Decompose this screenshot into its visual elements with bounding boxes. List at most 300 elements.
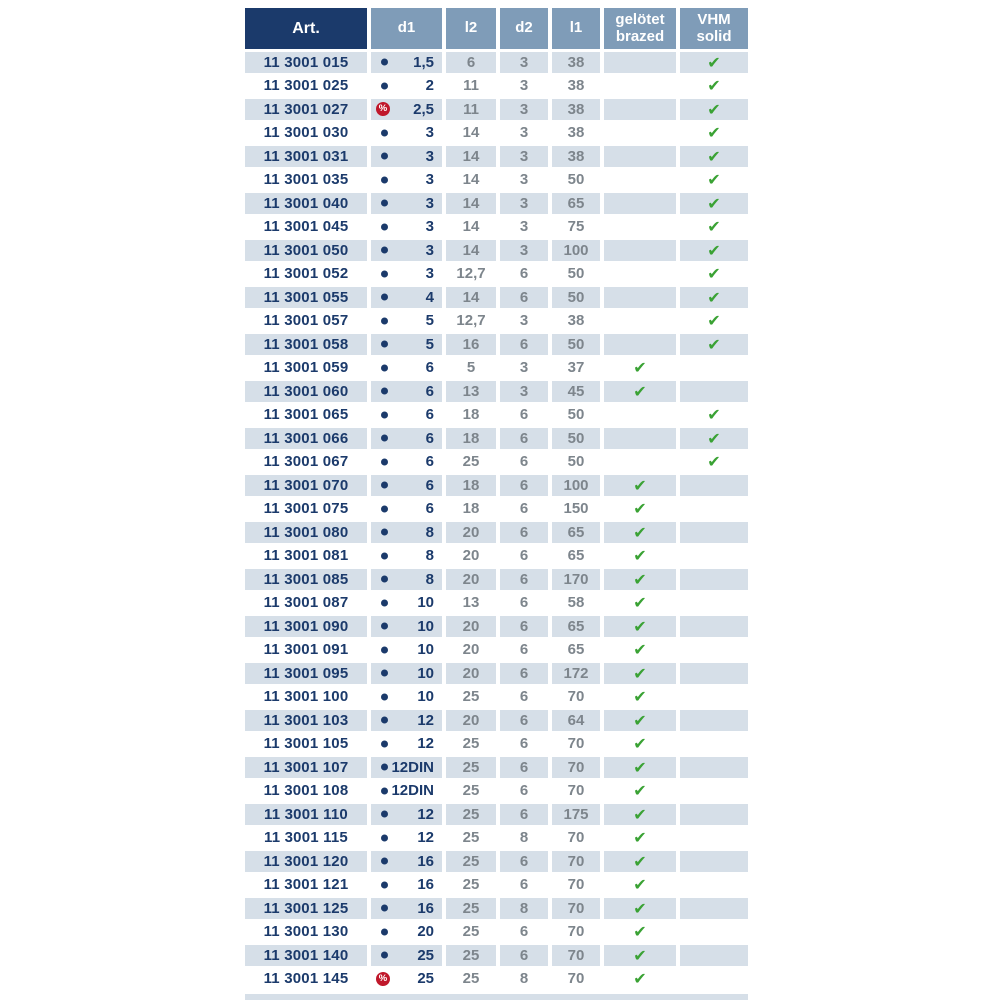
d1-value: 6 — [425, 500, 434, 518]
d2-cell: 6 — [500, 428, 548, 449]
d1-cell — [371, 710, 442, 731]
l1-cell: 65 — [552, 193, 600, 214]
dot-icon — [381, 599, 388, 606]
table-bottom-strip — [245, 994, 748, 1000]
article-number-cell: 11 3001 091 — [245, 640, 367, 661]
d1-value: 2 — [425, 77, 434, 95]
table-row — [245, 170, 748, 191]
d2-cell: 6 — [500, 546, 548, 567]
l1-cell: 70 — [552, 757, 600, 778]
d1-cell — [371, 875, 442, 896]
d1-cell — [371, 499, 442, 520]
dot-icon — [381, 153, 388, 160]
d1-cell — [371, 123, 442, 144]
dot-icon — [381, 928, 388, 935]
article-number-cell: 11 3001 035 — [245, 170, 367, 191]
d2-cell: 3 — [500, 358, 548, 379]
l2-cell: 25 — [446, 969, 496, 990]
col-header-l1: l1 — [552, 8, 600, 49]
d1-cell — [371, 170, 442, 191]
article-number-cell: 11 3001 060 — [245, 381, 367, 402]
d2-cell: 3 — [500, 217, 548, 238]
d2-cell: 6 — [500, 804, 548, 825]
d1-cell — [371, 334, 442, 355]
d1-value: 3 — [425, 171, 434, 189]
article-number-cell: 11 3001 140 — [245, 945, 367, 966]
table-row — [245, 828, 748, 849]
check-icon: ✔ — [680, 240, 748, 261]
table-row — [245, 358, 748, 379]
d2-cell: 6 — [500, 945, 548, 966]
d1-cell — [371, 193, 442, 214]
dot-icon — [381, 552, 388, 559]
d1-cell — [371, 640, 442, 661]
solid-cell — [680, 781, 748, 802]
d1-value: 3 — [425, 241, 434, 259]
solid-cell — [680, 898, 748, 919]
check-icon: ✔ — [604, 616, 676, 637]
d1-value: 4 — [425, 288, 434, 306]
d1-cell — [371, 381, 442, 402]
d1-value: 3 — [425, 147, 434, 165]
check-icon: ✔ — [680, 123, 748, 144]
solid-cell — [680, 922, 748, 943]
percent-icon: % — [376, 972, 390, 986]
l1-cell: 37 — [552, 358, 600, 379]
table-row — [245, 381, 748, 402]
l2-cell: 18 — [446, 428, 496, 449]
l2-cell: 5 — [446, 358, 496, 379]
d1-value: 6 — [425, 382, 434, 400]
l1-cell: 38 — [552, 146, 600, 167]
solid-cell — [680, 687, 748, 708]
l1-cell: 70 — [552, 781, 600, 802]
d1-value: 25 — [417, 946, 434, 964]
check-icon: ✔ — [680, 264, 748, 285]
percent-icon: % — [376, 102, 390, 116]
d1-value: 10 — [417, 688, 434, 706]
article-number-cell: 11 3001 081 — [245, 546, 367, 567]
dot-icon — [381, 270, 388, 277]
d2-cell: 6 — [500, 475, 548, 496]
article-number-cell: 11 3001 100 — [245, 687, 367, 708]
l2-cell: 25 — [446, 734, 496, 755]
brazed-cell — [604, 146, 676, 167]
l2-cell: 14 — [446, 146, 496, 167]
d1-value: 16 — [417, 899, 434, 917]
check-icon: ✔ — [680, 99, 748, 120]
d2-cell: 3 — [500, 381, 548, 402]
table-row — [245, 969, 748, 990]
l1-cell: 70 — [552, 898, 600, 919]
d1-value: 3 — [425, 265, 434, 283]
table-row — [245, 687, 748, 708]
check-icon: ✔ — [604, 898, 676, 919]
table-row — [245, 546, 748, 567]
dot-icon — [381, 693, 388, 700]
d1-cell — [371, 969, 442, 990]
d1-cell — [371, 146, 442, 167]
l2-cell: 25 — [446, 898, 496, 919]
l2-cell: 25 — [446, 875, 496, 896]
d1-value: 12DIN — [391, 782, 434, 800]
d1-cell — [371, 804, 442, 825]
l2-cell: 14 — [446, 170, 496, 191]
article-number-cell: 11 3001 105 — [245, 734, 367, 755]
check-icon: ✔ — [680, 76, 748, 97]
check-icon: ✔ — [680, 334, 748, 355]
solid-cell — [680, 875, 748, 896]
check-icon: ✔ — [604, 546, 676, 567]
l1-cell: 50 — [552, 264, 600, 285]
brazed-cell — [604, 193, 676, 214]
d1-cell — [371, 405, 442, 426]
article-number-cell: 11 3001 015 — [245, 52, 367, 73]
col-header-vhm-line2: solid — [696, 27, 732, 45]
l2-cell: 6 — [446, 52, 496, 73]
check-icon: ✔ — [680, 52, 748, 73]
table-row — [245, 616, 748, 637]
l1-cell: 175 — [552, 804, 600, 825]
solid-cell — [680, 757, 748, 778]
table-row — [245, 475, 748, 496]
l1-cell: 50 — [552, 452, 600, 473]
d1-value: 3 — [425, 194, 434, 212]
d1-cell — [371, 781, 442, 802]
table-row — [245, 781, 748, 802]
l2-cell: 25 — [446, 945, 496, 966]
solid-cell — [680, 710, 748, 731]
check-icon: ✔ — [604, 499, 676, 520]
check-icon: ✔ — [680, 217, 748, 238]
col-header-brazed — [604, 8, 676, 49]
d1-cell — [371, 569, 442, 590]
table-row — [245, 522, 748, 543]
d1-value: 6 — [425, 476, 434, 494]
l2-cell: 20 — [446, 546, 496, 567]
dot-icon — [381, 341, 388, 348]
article-number-cell: 11 3001 075 — [245, 499, 367, 520]
d1-cell — [371, 52, 442, 73]
article-number-cell: 11 3001 115 — [245, 828, 367, 849]
l2-cell: 25 — [446, 828, 496, 849]
l2-cell: 25 — [446, 687, 496, 708]
article-number-cell: 11 3001 052 — [245, 264, 367, 285]
solid-cell — [680, 381, 748, 402]
brazed-cell — [604, 311, 676, 332]
d1-cell — [371, 217, 442, 238]
d2-cell: 6 — [500, 522, 548, 543]
d1-cell — [371, 663, 442, 684]
article-number-cell: 11 3001 065 — [245, 405, 367, 426]
dot-icon — [381, 623, 388, 630]
l2-cell: 25 — [446, 851, 496, 872]
table-row — [245, 757, 748, 778]
d1-value: 5 — [425, 335, 434, 353]
col-header-d1: d1 — [371, 8, 442, 49]
table-row — [245, 240, 748, 261]
solid-cell — [680, 522, 748, 543]
check-icon: ✔ — [604, 640, 676, 661]
article-number-cell: 11 3001 080 — [245, 522, 367, 543]
d1-cell — [371, 898, 442, 919]
solid-cell — [680, 593, 748, 614]
dot-icon — [381, 764, 388, 771]
d1-cell — [371, 240, 442, 261]
brazed-cell — [604, 52, 676, 73]
col-header-d2: d2 — [500, 8, 548, 49]
article-number-cell: 11 3001 066 — [245, 428, 367, 449]
solid-cell — [680, 499, 748, 520]
dot-icon — [381, 82, 388, 89]
table-row — [245, 710, 748, 731]
d2-cell: 6 — [500, 710, 548, 731]
table-row — [245, 593, 748, 614]
l1-cell: 70 — [552, 945, 600, 966]
d2-cell: 3 — [500, 99, 548, 120]
check-icon: ✔ — [604, 687, 676, 708]
d1-cell — [371, 522, 442, 543]
l1-cell: 38 — [552, 311, 600, 332]
dot-icon — [381, 317, 388, 324]
l2-cell: 14 — [446, 193, 496, 214]
article-number-cell: 11 3001 025 — [245, 76, 367, 97]
check-icon: ✔ — [680, 146, 748, 167]
article-number-cell: 11 3001 030 — [245, 123, 367, 144]
d1-cell — [371, 358, 442, 379]
check-icon: ✔ — [604, 593, 676, 614]
table-row — [245, 287, 748, 308]
l1-cell: 50 — [552, 405, 600, 426]
d2-cell: 8 — [500, 969, 548, 990]
col-header-l2: l2 — [446, 8, 496, 49]
brazed-cell — [604, 217, 676, 238]
l2-cell: 18 — [446, 475, 496, 496]
col-header-vhm — [680, 8, 748, 49]
l1-cell: 100 — [552, 240, 600, 261]
dot-icon — [381, 834, 388, 841]
table-row — [245, 264, 748, 285]
dot-icon — [381, 247, 388, 254]
l2-cell: 18 — [446, 499, 496, 520]
dot-icon — [381, 646, 388, 653]
check-icon: ✔ — [604, 710, 676, 731]
d1-value: 1,5 — [413, 53, 434, 71]
brazed-cell — [604, 287, 676, 308]
table-row — [245, 193, 748, 214]
article-number-cell: 11 3001 121 — [245, 875, 367, 896]
dot-icon — [381, 200, 388, 207]
dot-icon — [381, 458, 388, 465]
table-row — [245, 569, 748, 590]
solid-cell — [680, 828, 748, 849]
dot-icon — [381, 576, 388, 583]
d1-value: 12DIN — [391, 758, 434, 776]
article-number-cell: 11 3001 095 — [245, 663, 367, 684]
d1-value: 10 — [417, 617, 434, 635]
d1-value: 8 — [425, 523, 434, 541]
article-number-cell: 11 3001 055 — [245, 287, 367, 308]
check-icon: ✔ — [604, 381, 676, 402]
d1-value: 3 — [425, 124, 434, 142]
table-row — [245, 851, 748, 872]
article-number-cell: 11 3001 108 — [245, 781, 367, 802]
d1-cell — [371, 76, 442, 97]
article-number-cell: 11 3001 103 — [245, 710, 367, 731]
l1-cell: 38 — [552, 99, 600, 120]
table-row — [245, 499, 748, 520]
d1-value: 3 — [425, 218, 434, 236]
solid-cell — [680, 945, 748, 966]
l2-cell: 14 — [446, 287, 496, 308]
dot-icon — [381, 881, 388, 888]
d2-cell: 8 — [500, 898, 548, 919]
d1-value: 6 — [425, 406, 434, 424]
article-number-cell: 11 3001 031 — [245, 146, 367, 167]
dot-icon — [381, 223, 388, 230]
d1-value: 8 — [425, 570, 434, 588]
dot-icon — [381, 787, 388, 794]
table-row — [245, 734, 748, 755]
d1-value: 10 — [417, 594, 434, 612]
l1-cell: 50 — [552, 170, 600, 191]
dot-icon — [381, 364, 388, 371]
d2-cell: 6 — [500, 734, 548, 755]
l2-cell: 13 — [446, 381, 496, 402]
d1-cell — [371, 452, 442, 473]
check-icon: ✔ — [604, 945, 676, 966]
table-row — [245, 663, 748, 684]
d2-cell: 6 — [500, 569, 548, 590]
d2-cell: 6 — [500, 452, 548, 473]
d2-cell: 6 — [500, 922, 548, 943]
d2-cell: 3 — [500, 76, 548, 97]
l1-cell: 65 — [552, 546, 600, 567]
d1-value: 25 — [417, 970, 434, 988]
article-number-cell: 11 3001 145 — [245, 969, 367, 990]
article-number-cell: 11 3001 120 — [245, 851, 367, 872]
check-icon: ✔ — [680, 452, 748, 473]
d2-cell: 6 — [500, 334, 548, 355]
d1-value: 12 — [417, 711, 434, 729]
dot-icon — [381, 905, 388, 912]
d2-cell: 6 — [500, 640, 548, 661]
check-icon: ✔ — [604, 522, 676, 543]
d1-cell — [371, 945, 442, 966]
l1-cell: 70 — [552, 851, 600, 872]
solid-cell — [680, 804, 748, 825]
d1-value: 12 — [417, 805, 434, 823]
dot-icon — [381, 388, 388, 395]
table-row — [245, 804, 748, 825]
article-number-cell: 11 3001 107 — [245, 757, 367, 778]
d1-value: 20 — [417, 923, 434, 941]
d1-cell — [371, 687, 442, 708]
dot-icon — [381, 811, 388, 818]
check-icon: ✔ — [680, 287, 748, 308]
d2-cell: 3 — [500, 170, 548, 191]
table-row — [245, 217, 748, 238]
d2-cell: 6 — [500, 287, 548, 308]
l1-cell: 50 — [552, 334, 600, 355]
l2-cell: 20 — [446, 522, 496, 543]
l2-cell: 25 — [446, 781, 496, 802]
article-number-cell: 11 3001 130 — [245, 922, 367, 943]
d2-cell: 6 — [500, 851, 548, 872]
d1-cell — [371, 616, 442, 637]
d2-cell: 3 — [500, 52, 548, 73]
d2-cell: 6 — [500, 499, 548, 520]
l1-cell: 172 — [552, 663, 600, 684]
d1-cell — [371, 851, 442, 872]
l1-cell: 65 — [552, 522, 600, 543]
l2-cell: 20 — [446, 710, 496, 731]
l2-cell: 20 — [446, 663, 496, 684]
brazed-cell — [604, 99, 676, 120]
article-number-cell: 11 3001 057 — [245, 311, 367, 332]
solid-cell — [680, 358, 748, 379]
solid-cell — [680, 734, 748, 755]
d1-value: 2,5 — [413, 100, 434, 118]
l1-cell: 45 — [552, 381, 600, 402]
d2-cell: 6 — [500, 687, 548, 708]
check-icon: ✔ — [604, 922, 676, 943]
solid-cell — [680, 546, 748, 567]
d2-cell: 3 — [500, 311, 548, 332]
brazed-cell — [604, 123, 676, 144]
article-number-cell: 11 3001 059 — [245, 358, 367, 379]
table-row — [245, 922, 748, 943]
brazed-cell — [604, 76, 676, 97]
solid-cell — [680, 663, 748, 684]
d1-value: 16 — [417, 876, 434, 894]
d2-cell: 8 — [500, 828, 548, 849]
table-row — [245, 52, 748, 73]
l1-cell: 70 — [552, 922, 600, 943]
dot-icon — [381, 294, 388, 301]
brazed-cell — [604, 405, 676, 426]
l2-cell: 25 — [446, 922, 496, 943]
d1-value: 16 — [417, 852, 434, 870]
d1-cell — [371, 593, 442, 614]
d1-cell — [371, 546, 442, 567]
article-number-cell: 11 3001 058 — [245, 334, 367, 355]
table-row — [245, 146, 748, 167]
d2-cell: 6 — [500, 264, 548, 285]
table-row — [245, 99, 748, 120]
d1-value: 6 — [425, 429, 434, 447]
d2-cell: 6 — [500, 663, 548, 684]
dot-icon — [381, 482, 388, 489]
check-icon: ✔ — [604, 569, 676, 590]
check-icon: ✔ — [604, 757, 676, 778]
l1-cell: 65 — [552, 640, 600, 661]
article-number-cell: 11 3001 050 — [245, 240, 367, 261]
article-number-cell: 11 3001 027 — [245, 99, 367, 120]
l1-cell: 100 — [552, 475, 600, 496]
l1-cell: 70 — [552, 969, 600, 990]
l1-cell: 70 — [552, 687, 600, 708]
l2-cell: 25 — [446, 804, 496, 825]
l2-cell: 12,7 — [446, 311, 496, 332]
dot-icon — [381, 952, 388, 959]
col-header-brazed-line2: brazed — [615, 27, 665, 45]
l1-cell: 64 — [552, 710, 600, 731]
table-row — [245, 640, 748, 661]
check-icon: ✔ — [680, 193, 748, 214]
table-row — [245, 311, 748, 332]
l2-cell: 18 — [446, 405, 496, 426]
